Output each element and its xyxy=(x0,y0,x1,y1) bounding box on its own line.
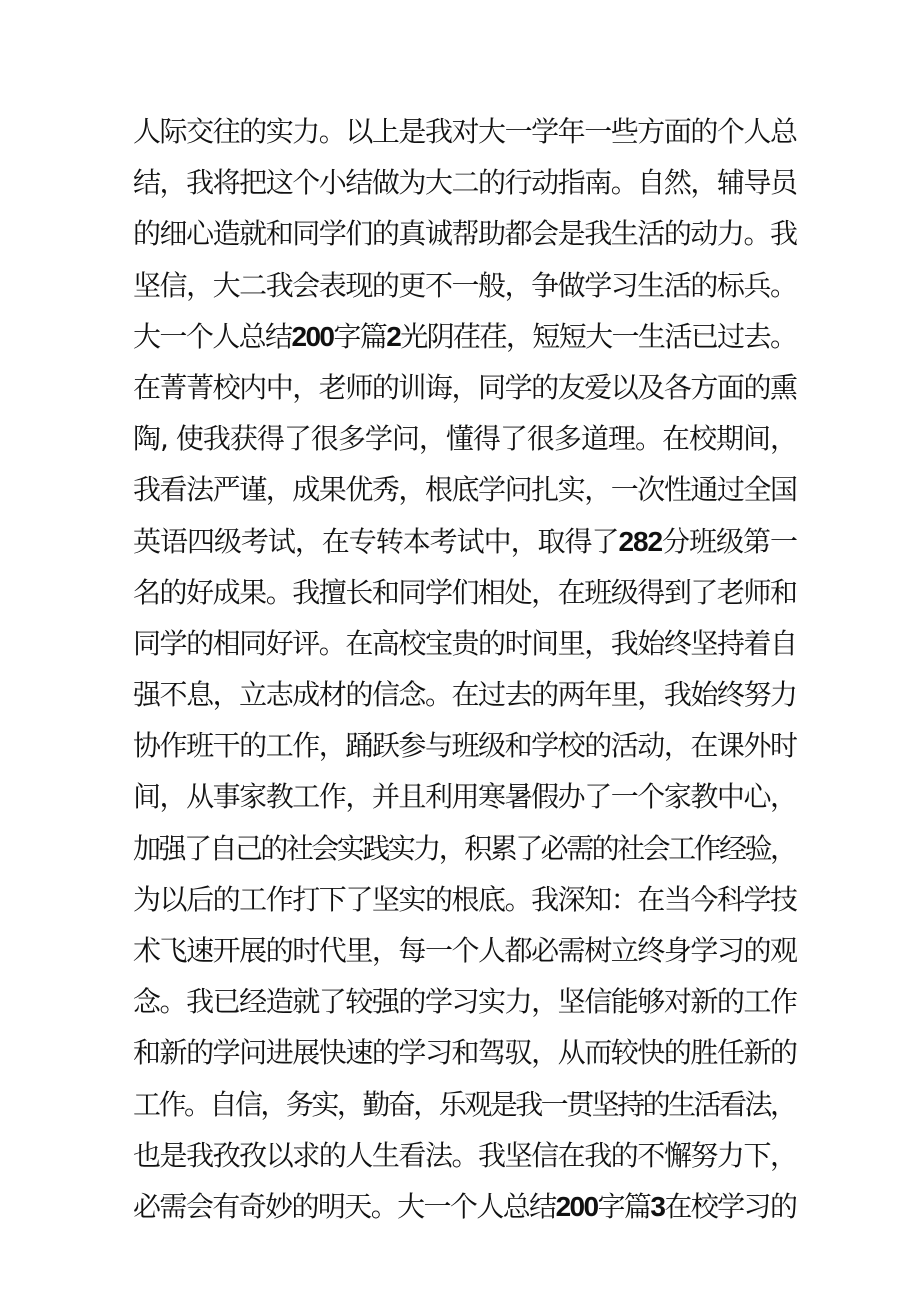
text-segment: 坚信，大二我会表现的更不一般，争做学习生活的标兵。 xyxy=(133,268,797,302)
text-line xyxy=(133,362,797,413)
text-line xyxy=(133,669,797,720)
text-line xyxy=(133,208,797,259)
text-segment: 我看法严谨，成果优秀，根底学问扎实，一次性通过全国 xyxy=(133,473,797,507)
text-segment: 分班级第一 xyxy=(662,524,797,558)
text-line xyxy=(133,771,797,822)
text-segment: 英语四级考试，在专转本考试中，取得了 xyxy=(133,524,619,558)
text-segment: 光阴荏荏，短短大一生活已过去。 xyxy=(400,319,797,353)
text-segment: 的细心造就和同学们的真诚帮助都会是我生活的动力。我 xyxy=(133,217,797,251)
text-line xyxy=(133,1027,797,1078)
bold-number: 282 xyxy=(618,525,663,557)
text-line xyxy=(133,567,797,618)
text-segment: 字篇 xyxy=(597,1189,651,1223)
text-segment: 工作。自信，务实，勤奋，乐观是我一贯坚持的生活看法， xyxy=(133,1087,796,1121)
bold-number: 200 xyxy=(555,1190,598,1222)
text-segment: 字篇 xyxy=(333,319,387,353)
text-segment: 人际交往的实力。以上是我对大一学年一些方面的个人总 xyxy=(133,115,797,148)
text-segment: 大一个人总结 xyxy=(133,319,292,353)
body-text xyxy=(133,106,798,1232)
text-line xyxy=(133,618,797,669)
text-segment: 在菁菁校内中，老师的训诲，同学的友爱以及各方面的熏 xyxy=(133,370,797,404)
text-line xyxy=(133,1130,797,1181)
text-segment: 念。我已经造就了较强的学习实力，坚信能够对新的工作 xyxy=(133,985,797,1019)
text-segment: 陶, 使我获得了很多学问，懂得了很多道理。在校期间， xyxy=(133,422,797,456)
text-segment: 同学的相同好评。在高校宝贵的时间里，我始终坚持着自 xyxy=(133,626,797,660)
text-line xyxy=(133,823,795,874)
text-line xyxy=(133,516,797,567)
bold-number: 3 xyxy=(650,1190,665,1222)
text-segment: 强不息，立志成材的信念。在过去的两年里，我始终努力 xyxy=(133,678,797,712)
text-segment: 必需会有奇妙的明天。大一个人总结 xyxy=(133,1189,556,1223)
bold-number: 200 xyxy=(291,320,334,352)
text-line xyxy=(133,874,797,925)
text-line xyxy=(133,1181,796,1232)
text-line xyxy=(133,260,797,311)
text-segment: 为以后的工作打下了坚实的根底。我深知：在当今科学技 xyxy=(133,882,797,916)
text-line xyxy=(133,720,797,771)
text-segment: 间，从事家教工作，并且利用寒暑假办了一个家教中心， xyxy=(133,780,797,814)
text-segment: 和新的学问进展快速的学习和驾驭，从而较快的胜任新的 xyxy=(133,1036,797,1070)
text-segment: 结，我将把这个小结做为大二的行动指南。自然，辅导员 xyxy=(133,166,797,200)
text-line xyxy=(133,106,797,157)
bold-number: 2 xyxy=(386,320,401,352)
text-segment: 协作班干的工作，踊跃参与班级和学校的活动，在课外时 xyxy=(133,729,797,763)
text-line xyxy=(133,413,797,464)
text-segment: 名的好成果。我擅长和同学们相处，在班级得到了老师和 xyxy=(133,575,797,609)
text-line xyxy=(133,1079,795,1130)
text-segment: 在校学习的 xyxy=(664,1189,797,1223)
text-line xyxy=(133,311,796,362)
text-line xyxy=(133,925,797,976)
text-line xyxy=(133,976,797,1027)
text-line xyxy=(133,157,797,208)
text-segment: 也是我孜孜以求的人生看法。我坚信在我的不懈努力下， xyxy=(133,1138,797,1172)
text-segment: 加强了自己的社会实践实力，积累了必需的社会工作经验， xyxy=(133,831,796,865)
text-line xyxy=(133,464,797,515)
text-segment: 术飞速开展的时代里，每一个人都必需树立终身学习的观 xyxy=(133,934,797,967)
